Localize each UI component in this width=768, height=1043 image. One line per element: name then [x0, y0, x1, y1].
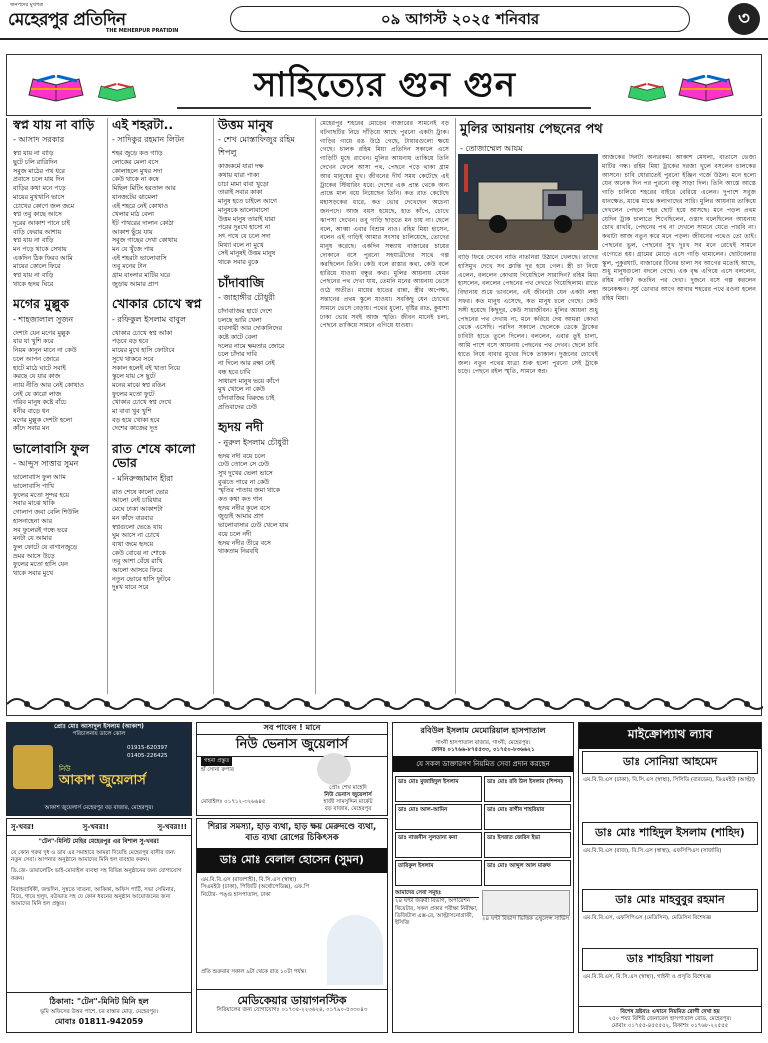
- doctor-degrees: এম.বি.বি.এস (রাজ), বি.সি.এস (স্বাস্থ্য), এফসিপিএস (সার্জারি): [583, 848, 722, 854]
- section-banner: [6, 54, 762, 116]
- doctor-degrees: এম.বি.বি.এস (ঢাকা), বি.সি.এস (স্বাস্থ্য), সিসিডি (বারডেম), ডিএমইউ (আল্ট্রা): [583, 777, 755, 783]
- ornament-border: [6, 694, 762, 716]
- ad-brand-prefix: নিউ: [59, 765, 71, 773]
- ad-header: [7, 819, 191, 836]
- doctor-name: ডাঃ সোনিয়া আহমেদ: [582, 751, 758, 774]
- story-author: - তোজাম্মেল আযম: [460, 144, 523, 153]
- lab-name: মাইক্রোপ্যাথ ল্যাব: [579, 723, 761, 749]
- ad-address-label: ঠিকানা: "টেন"-মিনিট মিনি হল: [49, 996, 149, 1006]
- hospital-phone: ফোনঃ ০১৭৬৬-৮৭৫৫৩৩, ০১৭৫০-৮৩৬৬২১: [431, 747, 535, 754]
- ad-owner: প্রোঃ শেখ মাহেদি: [329, 785, 367, 791]
- ad-address: ভূমি অফিসের উত্তর পাশে, চর রাস্তার মোড়, মেহেরপুর।: [40, 1008, 158, 1015]
- poem-title: রাত শেষে কালো ভোর: [112, 441, 196, 471]
- doctor-listing: ডাঃ মোঃ মুজাহিদুল ইসলাম: [395, 776, 482, 802]
- hospital-name: রবিউল ইসলাম মেমোরিয়াল হাসপাতাল: [420, 726, 546, 735]
- poem: [112, 442, 207, 593]
- ad-header-text: সু-খবর!!: [82, 823, 109, 831]
- poem-title: খোকার চোখে স্বপ্ন: [112, 296, 202, 312]
- services-title: আমাদের সেবা সমূহঃ: [395, 890, 479, 898]
- poem: [112, 118, 207, 289]
- poem-author: - সাদিকুর রহমান লিটন: [112, 135, 185, 145]
- poem-body: স্বপ্ন যায় না বাড়ি ছুটে চলি রাত্রিদিন সবুজ মাঠের পথ ধরে প্রবাসে চলে যায় দিন বাড়ির কথা মনে পড়ে মায়ের মুখখানি ভাসে চোখের কোণে জল জমে স্বপ্ন তবু কাছে আসে দূরের আকাশ পানে চাই বাড়ি ফেরার আশায় স্বপ্ন যায় না বাড়ি মন পড়ে থাকে সেথায় একদিন ঠিক ফিরব আমি মায়ের কোলে ফিরে স্বপ্ন যায় না বাড়ি থাকে হৃদয় ঘিরে: [13, 150, 75, 288]
- jewelry-icon: [13, 745, 53, 789]
- owner-photo: [317, 753, 351, 785]
- masthead: [0, 0, 768, 40]
- ad-phone: 01405-226425: [127, 753, 168, 759]
- doctor-name: ডাঃ মোঃ মাহবুবুর রহমান: [582, 889, 758, 912]
- doctor-name: ডাঃ শাহরিয়া শায়লা: [582, 948, 758, 971]
- ad-address: আকাশ জুয়েলার্স মেহেরপুর বড় বাজার, মেহেরপুর।: [44, 804, 154, 811]
- doctor-name: ডাঃ মোঃ বেলাল হোসেন (সুমন): [197, 848, 387, 873]
- paper-name: মেহেরপুর প্রতিদিন: [8, 10, 126, 30]
- ad-phone: 01915-620397: [127, 745, 168, 751]
- story-article: [455, 118, 761, 694]
- ad-center-name: মেডিকেয়ার ডায়াগনস্টিক: [197, 989, 387, 1011]
- poem-body: ভালোবাসি ফুল আমি ভালোবাসি পাখি ফুলের মতো সুন্দর হয়ে সবার মাঝে থাকি গোলাপ জবা বেলি শিউলি হাসনাহেনা আর সব ফুলেরই গন্ধে ভরে মনটা যে আমার ফুল ফোটে যে বাগানজুড়ে ভ্রমর আসে উড়ে ফুলের মতো হাসি যেন থাকে সবার মুখে: [13, 474, 79, 577]
- poem: [13, 118, 101, 289]
- ad-micropath-lab: [578, 722, 762, 1033]
- ad-header-text: সু-খবর!!!: [157, 823, 187, 831]
- poem-body: হৃদয় নদী বয়ে চলে ঢেউ তোলে সে ঢেউ সুখ দুখের ভেলা ভাসে বুঝতে পারে না কেউ স্মৃতির পাতায় জমা থাকে কত কথা কত গান হৃদয় নদীর কূলে বসে জুড়াই আমার প্রাণ ভালোবাসার ঢেউ খেলে যায় বয়ে চলে নদী হৃদয় নদীর তীরে বসে থাকতাম নিরবধি: [218, 452, 289, 556]
- ad-schedule: প্রতি শুক্রবার সকাল ৯টা থেকে রাত ১০টা পর্যন্ত।: [201, 969, 307, 975]
- ambulance-text: ২৪ ঘণ্টা বিভাগ ভিত্তিক এম্বুলেন্স সার্ভিস: [482, 916, 569, 923]
- truck-illustration: [458, 154, 598, 250]
- ad-text: যে কোন গরুর দুধ ও ডাব এর সমাহারে আমরা দিয়েছি মেহেরপুর বাসীর জন্য নতুন সেবা। আপনার অনুষ্ঠানে আমাদের মিনি হল ব্যবহার করুন।: [11, 850, 175, 864]
- decorative-pattern: [7, 694, 763, 714]
- poem-author: - আব্দুস সাত্তার সুমন: [13, 459, 79, 469]
- ad-line: গহনা প্রস্তুত: [201, 757, 232, 766]
- poem-author: - নুরুল ইসলাম চৌধুরী: [218, 437, 289, 447]
- doctor-listing: তারিকুল ইসলাম: [395, 860, 482, 886]
- story-body: বাড়ি ফিরে দেখেন নাতি নাতনিরা উঠানে খেলছে। তাদের হাসিমুখ দেখে সব ক্লান্তি দূর হয়ে গেল। স্ত্রী চা নিয়ে এলেন, বললেন কোথায় গিয়েছিলে সারাদিন? রহিম মিয়া হাসলেন, বললেন পেছনের পথ দেখতে গিয়েছিলাম। রাতে বিছানায় শুয়ে ভাবলেন, এই জীবনটা যেন একটা লম্বা সফর। কত মানুষ এসেছে, কত মানুষ চলে গেছে। কেউ সঙ্গী হয়েছে কিছুদূর, কেউ সারাজীবন। মুলির আয়না শুধু পেছনের পথ দেখায় না, মনে করিয়ে দেয় আমরা কোথা থেকে এসেছি। পরদিন সকালে ছেলেকে ডেকে ট্রাকের চাবিটা হাতে তুলে দিলেন। বললেন, এবার তুই চালা, আমি পাশে বসে আয়নায় পেছনের পথ দেখব। ছেলে চাবি হাতে নিয়ে বাবার মুখের দিকে তাকাল। দুজনের চোখেই জল। নতুন পথের যাত্রা শুরু হলো পুরনো সেই ট্রাকে চড়ে। পেছনে রইল স্মৃতি, সামনে স্বপ্ন।: [458, 254, 598, 376]
- ad-brand-name: আকাশ জুয়েলার্স: [59, 773, 146, 788]
- poem-title: উত্তম মানুষ: [218, 118, 273, 132]
- poem-author: - মনিরুজ্জামান হীরা: [112, 473, 174, 483]
- doctor-listing: ডাঃ মোঃ আল-আমিন: [395, 804, 482, 830]
- doctor-listing: ডাঃ মোঃ রবি উল ইসলাম (শিপন): [484, 776, 571, 802]
- ad-dr-belal: [196, 818, 388, 1033]
- open-book-icon: [677, 75, 735, 103]
- doctor-listing: ডাঃ মোঃ রাগীব শাহরিয়ার: [484, 804, 571, 830]
- poem-body: কাজকর্মে যারা দক্ষ কথায় যারা পাকা চাচা মামা বাবা খুড়ো তারাই সবার কাকা মানুষ হতে চাইলে আগে মানুষকে ভালোবাসো উত্তম মানুষ তারাই যারা পরের দুঃখে হাসো না সৎ পথে যে চলে সদা মিথ্যা বলে না মুখে সেই মানুষই উত্তম মানুষ থাকে সবার বুকে: [218, 163, 277, 266]
- ad-subtitle: "টেন"-মিনিট মেহির মেহেরপুর এর বিশাল সু-খবর!: [38, 838, 160, 845]
- poem-author: - শাহজালাল সুজন: [13, 314, 74, 324]
- ad-tagline: সব পাবেন ! মানে: [263, 723, 321, 732]
- open-book-icon: [27, 75, 85, 103]
- open-book-icon: [627, 83, 667, 103]
- lab-address: ২৫০ শয্যা বিশিষ্ট জেনারেল হাসপাতাল রোড, মেহেরপুর।: [608, 1015, 732, 1022]
- doctor-degrees: এম.বি.বি.এস, এফসিপিএস (মেডিসিন), মেডিসিন বিশেষজ্ঞ: [583, 915, 712, 921]
- poem-column: [13, 118, 101, 694]
- services-list: ২৪ ঘণ্টা জরুরী বিভাগ, অপারেশন থিয়েটার, সকল প্রকার পরীক্ষা নিরীক্ষা, ডিজিটাল এক্স-রে, আল্ট্রাসনোগ্রাফী, ইসিজি: [395, 898, 478, 926]
- ad-text: ডি.জে- ডায়ালেটিং ভাই-মোবাইল ব্যবস্থা সহ বিভিন্ন অনুষ্ঠানের জন্য যোগাযোগ করুন।: [11, 868, 182, 882]
- poem-body: শহর জুড়ে কত গাড়ি লোকের মেলা বসে কোলাহলে মুখর সদা কেউ থাকে না কষে মিছিল মিটিং হরতাল আর যানজটের ঝামেলা এই শহরে নেই কোথাও খেলার মাঠ বেলা ইট পাথরের দালান কোঠা আকাশ ছুঁয়ে যায় সবুজ গাছের দেখা কোথায় মন যে খুঁজে পায় এই শহরটা ভালোবাসি তবু মনের টান গ্রাম বাংলার মাটির ঘরে জুড়ায় আমার প্রাণ: [112, 150, 178, 288]
- paper-name-english: THE MEHERPUR PRATIDIN: [106, 28, 179, 34]
- section-title: সাহিত্যের গুন গুন: [253, 65, 517, 105]
- story-column: [315, 118, 453, 694]
- lab-note: বিশেষ দ্রষ্টব্যঃ এখানে নিয়মিত রোগী দেখা হয়: [620, 1008, 720, 1015]
- poem-column: [213, 118, 309, 694]
- divider: [177, 107, 591, 109]
- ad-akash-jewellers: [6, 722, 192, 816]
- poem-title: চাঁদাবাজি: [218, 274, 264, 290]
- hospital-address: গাংনী হাসপাতাল বাজার, গাংনী, মেহেরপুর।: [435, 740, 531, 746]
- poem-body: চাঁদাবাজির হাটে দেশে চলছে ভারি খেলা ব্যবসায়ী আর দোকানিদের কষ্টে কাটে বেলা দলের নামে ক্ষমতার জোরে চলে চাঁদার দাবি না দিলে আর রক্ষা নেই বন্ধ হবে চাবি সাধারণ মানুষ ভয়ে কাঁপে মুখ খোলে না কেউ চাঁদাবাজির বিরুদ্ধে চাই প্রতিবাদের ঢেউ: [218, 308, 285, 411]
- poem-body: দেশটা যেন মগের মুল্লুক যার যা খুশি করে নিয়ম কানুন মানে না কেউ চলে আপন জোরে হাটে মাঠে ঘাটে সবাই করছে যে যার কাজ ন্যায় নীতি আর নেই কোথাও নেই যে কারো লাজ গরিব মানুষ কষ্টে বাঁচে ধনীর বাড়ে ধন মগের মুল্লুক দেশটা হলো কাঁদে সবার মন: [13, 329, 84, 433]
- doctors-banner: যে সকল ডাক্তারগণ নিয়মিত সেবা প্রদান করছেন: [393, 756, 573, 772]
- poem-title: এই শহরটা..: [112, 118, 174, 132]
- poem: [13, 297, 101, 434]
- dateline: ০৯ আগস্ট ২০২৫ শনিবার: [230, 6, 690, 32]
- ad-contact: সিরিয়ালের জন্য যোগাযোগঃ ০১৭৩৫-২২৩৬২৪, ০১৭৯০-৫৩৩০৪৩: [216, 1007, 368, 1013]
- poem: [218, 118, 309, 268]
- ad-new-venus-jewellers: [196, 722, 388, 816]
- poem-body: রাত শেষে কালো ভোর আলো নেই চারিধার মেঘে ঢাকা আকাশটা মন কাঁদে বারবার স্বপ্নগুলো ভেঙে যায় ঘুম আসে না চোখে ব্যথা জমে হৃদয়ে কেউ বোঝে না শোকে তবু আশা বেঁধে রাখি আলো আসবে ফিরে নতুন ভোরে হাসি ফুটবে দুঃখ যাবে সরে: [112, 488, 171, 592]
- story-body: মেহেরপুর শহরের মোড়ের বাজারের সামনেই বড় বটগাছটির নিচে দাঁড়িয়ে আছে পুরনো একটা ট্রাক। গাড়ির গায়ে রঙ উঠে গেছে, টায়ারগুলো ক্ষয়ে গেছে। চালক রহিম মিয়া প্রতিদিন সকালে এসে গাড়িটি মুছে রাখেন। মুলির আয়নায় তাকিয়ে তিনি দেখেন ফেলে আসা পথ, পেছনে পড়ে থাকা গ্রাম আর মানুষের মুখ। জীবনের দীর্ঘ সময় কেটেছে এই ট্রাকের স্টিয়ারিং ধরে। দেশের এক প্রান্ত থেকে অন্য প্রান্তে মাল বয়ে নিয়েছেন তিনি। কত রাত কেটেছে মহাসড়কের ধারে, কত ভোর দেখেছেন অচেনা জনপদে। আজ বয়স হয়েছে, হাত কাঁপে, চোখে ঝাপসা দেখেন। তবু গাড়ি ছাড়তে মন চায় না। ছেলে বলে, আব্বা এবার বিশ্রাম নাও। রহিম মিয়া হাসেন, বলেন এই গাড়িই আমার সংসার চালিয়েছে, তোদের মানুষ করেছে। একদিন সন্ধ্যায় বাজারের চায়ের দোকানে বসে পুরনো সহযাত্রীদের সাথে গল্প করছিলেন তিনি। কেউ বলে রাস্তার কথা, কেউ বলে হারিয়ে যাওয়া বন্ধুর কথা। মুলির আয়নায় যেমন পেছনের পথ দেখা যায়, তেমনি মনের আয়নায় ভেসে ওঠে অতীত। মায়ের হাতের রান্না, স্ত্রীর অপেক্ষা, সন্তানের প্রথম স্কুলে যাওয়া। সবকিছু যেন চোখের সামনে ভেসে বেড়ায়। পথের ধুলো, বৃষ্টির রাত, কুয়াশা ঢাকা ভোর সবই আজ স্মৃতি। জীবন মানেই চলা, পেছনে তাকিয়ে সামনে এগিয়ে যাওয়া।: [320, 120, 449, 330]
- poem-body: খোকার চোখে স্বপ্ন আঁকা পড়বে বড় হবে মায়ের মুখে হাসি ফোটাবে সুখে থাকবে সবে সকাল হলেই বই খাতা নিয়ে স্কুলে যায় সে ছুটে মনের মাঝে স্বপ্ন রঙিন ফুলের মতো ফুটে খোকার চোখে স্বপ্ন দেখে মা বাবা খুব খুশি বড় হয়ে খোকা হবে দেশের কাজের দূত: [112, 329, 180, 433]
- ad-shop: নিউ ভেনাস জুয়েলার্স: [324, 792, 372, 798]
- poem-title: ভালোবাসি ফুল: [13, 441, 90, 456]
- ad-text: বিবাহবার্ষিকী, জন্মদিন, সুন্নতে খাতনা, আকিকা, অফিস পার্টি, সভা সেমিনার, বিয়ে, গায়ে হলুদ, বউভাত সহ যে কোন ধরনের অনুষ্ঠান আয়োজনের জন্য আমাদের মিনি হল প্রস্তুত।: [11, 886, 176, 907]
- ad-subtitle: পরিচালনায় ডালে ঝোল: [72, 731, 126, 738]
- doctor-degrees: এম.বি.বি.এস, বি.সি.এস (স্বাস্থ্য), গাইনী ও প্রসূতি বিশেষজ্ঞ: [583, 974, 711, 980]
- poem-title: মগের মুল্লুক: [13, 296, 69, 312]
- doctor-listing: ডাঃ নাজনীন সুলতানা কনা: [395, 832, 482, 858]
- poem-author: - রফিকুল ইসলাম বাবুল: [112, 314, 186, 324]
- ad-topic: শিরার সমস্যা, হাড় ব্যথা, হাড় ক্ষয় মেরুদণ্ডে ব্যথা, বাত ব্যথা রোগের চিকিৎসক: [207, 822, 377, 843]
- ad-phone: মোবাঃ 01811-942059: [54, 1017, 144, 1026]
- poem-author: - আসাদ সরকার: [13, 135, 65, 145]
- open-book-icon: [97, 83, 137, 103]
- lab-phone: মোবাঃ ০১৭৫৫-৪৫৫৫৫২, বিকাশঃ ০১৭৬৮-২২৫৫৫: [611, 1022, 729, 1029]
- doctor-listing: ডাঃ মোঃ আব্দুল আল মারুফ: [484, 860, 571, 886]
- page-number: ৩: [728, 3, 760, 35]
- story-title: মুলির আয়নায় পেছনের পথ: [460, 122, 603, 137]
- tagline: জনপদের মুখপত্র: [10, 2, 43, 8]
- poem-title: হৃদয় নদী: [218, 419, 264, 435]
- doctor-name: ডাঃ মোঃ শাহিদুল ইসলাম (শাহিদ): [582, 822, 758, 845]
- ambulance-icon: [482, 890, 570, 916]
- poem-column: [107, 118, 207, 694]
- ad-mini-hall: [6, 818, 192, 1033]
- ad-rabiul-hospital: [392, 722, 574, 1033]
- ad-line: হাঁ সোনা রুপার: [201, 767, 234, 773]
- ad-address: বড় বাজার, মেহেরপুর: [324, 806, 372, 812]
- ad-owner: প্রোঃ মোঃ আসাদুল ইসলাম (আকাশ): [54, 723, 144, 730]
- story-body: আজকের দিনটা অন্যরকম। আকাশ মেঘলা, বাতাসে ভেজা মাটির গন্ধ। রহিম মিয়া ট্রাকের দরজা খুলে বসলেন চালকের আসনে। চাবি ঘোরাতেই পুরনো ইঞ্জিন গর্জে উঠল। মনে হলো যেন অনেক দিন পর পুরনো বন্ধু সাড়া দিল। তিনি আস্তে আস্তে গাড়ি চালিয়ে শহরের বাইরে বেরিয়ে এলেন। দুপাশে সবুজ ধানক্ষেত, মাঝে মাঝে কলাগাছের সারি। মুলির আয়নায় তাকিয়ে দেখলেন পেছনে শহর ছোট হয়ে আসছে। মনে পড়ল প্রথম যেদিন ট্রাক চালাতে শিখেছিলেন, ওস্তাদ বলেছিলেন আয়নায় চোখ রাখবি, পেছনের পথ না দেখলে সামনে যেতে পারবি না। কথাটা আজ নতুন করে মনে পড়ল। জীবনের পথেও তো তাই। পেছনের ভুল, পেছনের সুখ দুঃখ সব মনে রেখেই সামনে এগোতে হয়। গ্রামের মোড়ে এসে গাড়ি থামালেন। ছোটবেলার স্কুল, পুকুরঘাট, বাজারের টিনের চালা সব আগের মতোই আছে, শুধু মানুষগুলো বদলে গেছে। এক বৃদ্ধ এগিয়ে এসে বললেন, রহিম নাকি? কতদিন পর দেখা। দুজনে বসে গল্প করলেন অনেকক্ষণ। সূর্য ডোবার আগে আবার শহরের পথে রওনা হলেন রহিম মিয়া।: [602, 154, 756, 302]
- ad-brand-name: নিউ ভেনাস জুয়েলার্স: [197, 734, 387, 757]
- poem-title: স্বপ্ন যায় না বাড়ি: [13, 118, 95, 132]
- poem-author: - জাহাঙ্গীর চৌধুরী: [218, 293, 275, 302]
- poem: [218, 276, 309, 413]
- poem-author: - শেখ মোস্তাফিজুর রহিম শিপলু: [218, 135, 295, 158]
- ad-header-text: সু-খবর!: [11, 823, 35, 831]
- ad-address: হাজী সামসুদ্দিন মার্কেট: [323, 799, 373, 805]
- poem: [218, 420, 309, 557]
- poem: [112, 297, 207, 434]
- literature-section: [6, 118, 762, 694]
- ad-phone: মোবাইলঃ ০১৭১২-৩২৬৬৪৫: [201, 799, 266, 805]
- doctor-listing: ডাঃ ইসরাত জেরিন ইভা: [484, 832, 571, 858]
- doctor-photo: [327, 915, 383, 985]
- poem: [13, 442, 101, 579]
- doctor-degrees: এম.বি.বি.এস (রাজশাহী), বি.সি.এস (স্বাস্থ্য) সিএমইউ (ঢাকা), পিজিটি (অর্থোপেডিক্স), এফ.পি নিটোর- পঙ্গু হাসপাতাল, ঢাকা: [201, 877, 310, 898]
